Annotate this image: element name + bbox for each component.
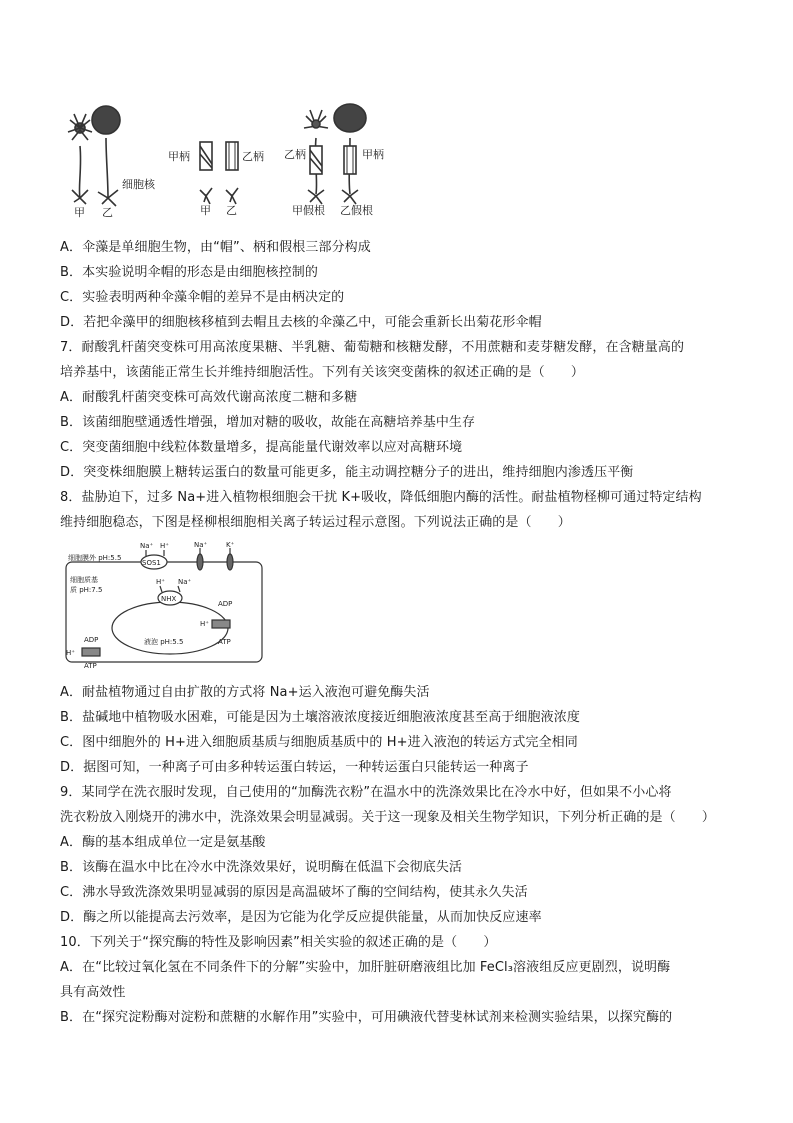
q9-stem-line2: 洗衣粉放入刚烧开的沸水中，洗涤效果会明显减弱。关于这一现象及相关生物学知识，下列分析正确的是（ ） — [60, 810, 716, 825]
q8-stem-line1: 8．盐胁迫下，过多 Na+进入植物根细胞会干扰 K+吸收，降低细胞内酶的活性。耐盐植物柽柳可通过特定结构 — [60, 490, 702, 505]
q9-stem-line1: 9．某同学在洗衣服时发现，自己使用的“加酶洗衣粉”在温水中的洗涤效果比在冷水中好，但如果不小心将 — [60, 785, 672, 800]
q6-option-c: C．实验表明两种伞藻伞帽的差异不是由柄决定的 — [60, 290, 345, 305]
q7-stem-line1: 7．耐酸乳杆菌突变株可用高浓度果糖、半乳糖、葡萄糖和核糖发酵，不用蔗糖和麦芽糖发酵，在含糖量高的 — [60, 340, 685, 355]
matrix-ph-2: 质 pH:7.5 — [70, 586, 103, 594]
na-label-3: Na⁺ — [178, 578, 192, 586]
q8-option-a: A．耐盐植物通过自由扩散的方式将 Na+运入液泡可避免酶失活 — [60, 685, 430, 700]
label-jia: 甲 — [74, 206, 85, 219]
sos1-label: SOS1 — [142, 559, 161, 567]
label-rhizoid-yi: 乙假根 — [340, 204, 373, 217]
label-jia-2: 甲 — [200, 204, 211, 217]
vacuole-ph: 液泡 pH:5.5 — [144, 638, 184, 646]
adp-label-1: ADP — [218, 600, 233, 608]
matrix-ph-1: 细胞质基 — [70, 576, 98, 584]
q9-option-d: D．酶之所以能提高去污效率，是因为它能为化学反应提供能量，从而加快反应速率 — [60, 910, 542, 925]
q7-option-b: B．该菌细胞壁通透性增强，增加对糖的吸收，故能在高糖培养基中生存 — [60, 415, 476, 430]
q7-option-d: D．突变株细胞膜上糖转运蛋白的数量可能更多，能主动调控糖分子的进出，维持细胞内渗透压平衡 — [60, 465, 634, 480]
k-label: K⁺ — [226, 541, 235, 549]
q8-option-c: C．图中细胞外的 H+进入细胞质基质与细胞质基质中的 H+进入液泡的转运方式完全相同 — [60, 735, 578, 750]
label-yi: 乙 — [102, 206, 113, 219]
label-stalk-yi: 乙柄 — [242, 150, 264, 163]
label-yi-2: 乙 — [226, 204, 237, 217]
outside-ph: 细胞膜外 pH:5.5 — [68, 554, 122, 562]
adp-label-2: ADP — [84, 636, 99, 644]
q10-stem: 10．下列关于“探究酶的特性及影响因素”相关实验的叙述正确的是（ ） — [60, 935, 497, 950]
h-label-4: H⁺ — [66, 649, 75, 657]
q9-option-c: C．沸水导致洗涤效果明显减弱的原因是高温破坏了酶的空间结构，使其永久失活 — [60, 885, 528, 900]
atp-label-1: ATP — [218, 638, 231, 646]
q6-option-a: A．伞藻是单细胞生物，由“帽”、柄和假根三部分构成 — [60, 240, 371, 255]
q7-option-c: C．突变菌细胞中线粒体数量增多，提高能量代谢效率以应对高糖环境 — [60, 440, 463, 455]
label-stalk-jia: 甲柄 — [168, 150, 190, 163]
q8-option-d: D．据图可知，一种离子可由多种转运蛋白转运，一种转运蛋白只能转运一种离子 — [60, 760, 529, 775]
label-stalk-yi-2: 乙柄 — [284, 148, 306, 161]
atp-label-2: ATP — [84, 662, 97, 670]
nhx-label: NHX — [161, 595, 177, 603]
umbrella-algae-figure — [60, 98, 400, 220]
h-label-2: H⁺ — [156, 578, 165, 586]
q8-option-b: B．盐碱地中植物吸水困难，可能是因为土壤溶液浓度接近细胞液浓度甚至高于细胞液浓度 — [60, 710, 580, 725]
q6-option-d: D．若把伞藻甲的细胞核移植到去帽且去核的伞藻乙中，可能会重新长出菊花形伞帽 — [60, 315, 542, 330]
h-label-1: H⁺ — [160, 542, 169, 550]
q9-option-a: A．酶的基本组成单位一定是氨基酸 — [60, 835, 266, 850]
q7-option-a: A．耐酸乳杆菌突变株可高效代谢高浓度二糖和多糖 — [60, 390, 358, 405]
q6-option-b: B．本实验说明伞帽的形态是由细胞核控制的 — [60, 265, 318, 280]
q7-stem-line2: 培养基中，该菌能正常生长并维持细胞活性。下列有关该突变菌株的叙述正确的是（ ） — [60, 365, 585, 380]
label-rhizoid-jia: 甲假根 — [292, 204, 325, 217]
q10-option-a-line2: 具有高效性 — [60, 985, 126, 1000]
q8-stem-line2: 维持细胞稳态，下图是柽柳根细胞相关离子转运过程示意图。下列说法正确的是（ ） — [60, 515, 571, 530]
na-label-2: Na⁺ — [194, 541, 208, 549]
q10-option-b-line1: B．在“探究淀粉酶对淀粉和蔗糖的水解作用”实验中，可用碘液代替斐林试剂来检测实验结果，以探究酶的 — [60, 1010, 673, 1025]
ion-transport-figure — [62, 540, 272, 670]
q10-option-a-line1: A．在“比较过氧化氢在不同条件下的分解”实验中，加肝脏研磨液组比加 FeCl₃溶液组反应更剧烈，说明酶 — [60, 960, 671, 975]
na-label-1: Na⁺ — [140, 542, 154, 550]
h-label-3: H⁺ — [200, 620, 209, 628]
q9-option-b: B．该酶在温水中比在冷水中洗涤效果好，说明酶在低温下会彻底失活 — [60, 860, 463, 875]
label-stalk-jia-2: 甲柄 — [362, 148, 384, 161]
label-nucleus: 细胞核 — [122, 178, 155, 191]
